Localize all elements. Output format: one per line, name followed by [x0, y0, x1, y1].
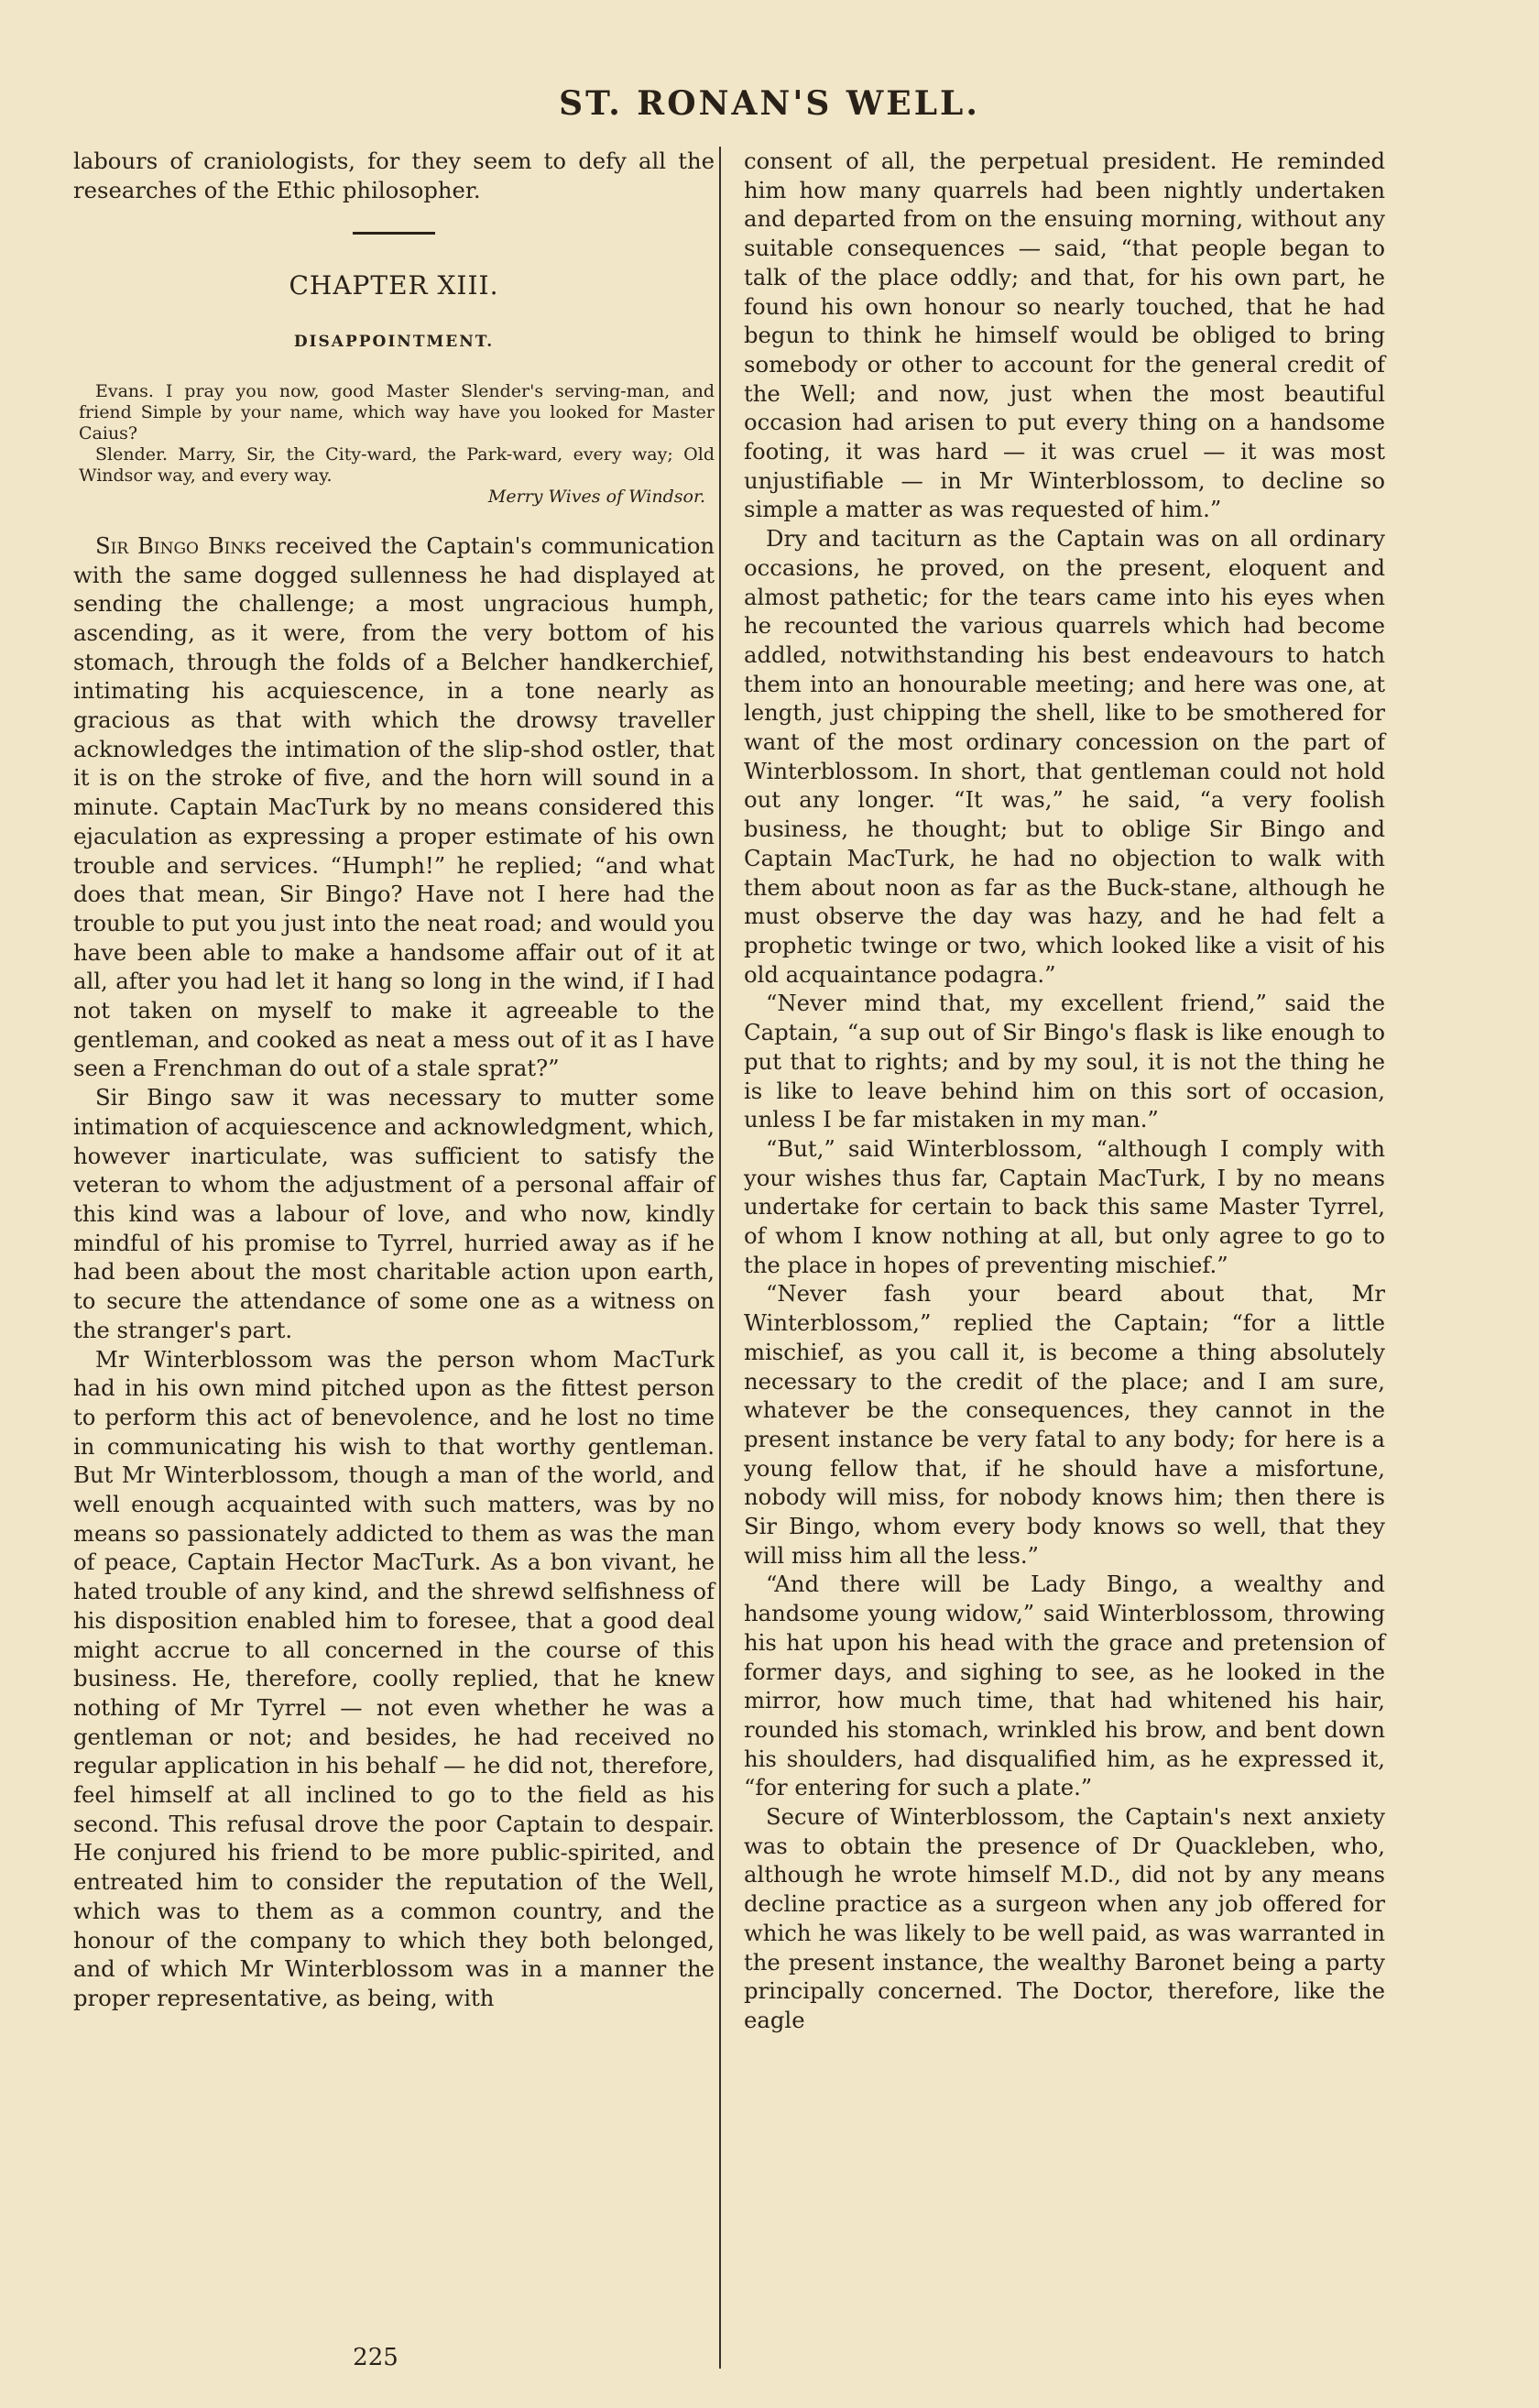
chapter-subtitle: DISAPPOINTMENT.: [293, 333, 495, 352]
epigraph-line: Slender. Marry, Sir, the City-ward, the Park-ward, every way; Old Windsor way, and every way.: [79, 443, 715, 486]
epigraph: [73, 381, 715, 508]
column-rule: [719, 147, 721, 2369]
left-column: [73, 147, 715, 2013]
epigraph-source: Merry Wives of Windsor.: [487, 486, 705, 507]
paragraph: Mr Winterblossom was the person whom MacTurk had in his own mind pitched upon as the fittest person to perform this act of benevolence, and he lost no time in communicating his wish to that worthy gentleman. But Mr Winterblossom, though a man of the world, and well enough acquainted with such matters, was by no means so passionately addicted to them as was the man of peace, Captain Hector MacTurk. As a bon vivant, he hated trouble of any kind, and the shrewd selfishness of his disposition enabled him to foresee, that a good deal might accrue to all concerned in the course of this business. He, therefore, coolly replied, that he knew nothing of Mr Tyrrel — not even whether he was a gentleman or not; and besides, he had received no regular application in his behalf — he did not, therefore, feel himself at all inclined to go to the field as his second. This refusal drove the poor Captain to despair. He conjured his friend to be more public-spirited, and entreated him to consider the reputation of the Well, which was to them as a common country, and the honour of the company to which they both belonged, and of which Mr Winterblossom was in a manner the proper representative, as being, with: [73, 1345, 715, 2011]
paragraph-text: received the Captain's communication with the same dogged sullenness he had displayed at sending the challenge; a most ungracious humph, ascending, as it were, from the very bottom of his stomach, through the folds of a Belcher handkerchief, intimating his acquiescence, in a tone nearly as gracious as that with which the drowsy traveller acknowledges the intimation of the slip-shod ostler, that it is on the stroke of five, and the horn will sound in a minute. Captain MacTurk by no means considered this ejaculation as expressing a proper estimate of his own trouble and services. “Humph!” he replied; “and what does that mean, Sir Bingo? Have not I here had the trouble to put you just into the neat road; and would you have been able to make a handsome affair out of it at all, after you had let it hang so long in the wind, if I had not taken on myself to make it agreeable to the gentleman, and cooked as neat a mess out of it as I have seen a Frenchman do out of a stale sprat?”: [73, 531, 715, 1082]
section-divider: [353, 232, 435, 235]
paragraph: “Never mind that, my excellent friend,” said the Captain, “a sup out of Sir Bingo's flask is like enough to put that to rights; and by my soul, it is not the thing he is like to leave behind him on this sort of occasion, unless I be far mistaken in my man.”: [744, 990, 1385, 1133]
paragraph: Sir Bingo saw it was necessary to mutter some intimation of acquiescence and acknowledgment, which, however inarticulate, was sufficient to satisfy the veteran to whom the adjustment of a personal affair of this kind was a labour of love, and who now, kindly mindful of his promise to Tyrrel, hurried away as if he had been about the most charitable action upon earth, to secure the attendance of some one as a witness on the stranger's part.: [73, 1084, 715, 1343]
paragraph: labours of craniologists, for they seem to defy all the researches of the Ethic philosopher.: [73, 148, 715, 203]
paragraph: [73, 531, 715, 1083]
paragraph: Dry and taciturn as the Captain was on all ordinary occasions, he proved, on the present, eloquent and almost pathetic; for the tears came into his eyes when he recounted the various quarrels which had become addled, notwithstanding his best endeavours to hatch them into an honourable meeting; and here was one, at length, just chipping the shell, like to be smothered for want of the most ordinary concession on the part of Winterblossom. In short, that gentleman could not hold out any longer. “It was,” he said, “a very foolish business, he thought; but to oblige Sir Bingo and Captain MacTurk, he had no objection to walk with them about noon as far as the Buck-stane, although he must observe the day was hazy, and he had felt a prophetic twinge or two, which looked like a visit of his old acquaintance podagra.”: [744, 525, 1385, 988]
paragraph: “Never fash your beard about that, Mr Winterblossom,” replied the Captain; “for a little mischief, as you call it, is become a thing absolutely necessary to the credit of the place; and I am sure, whatever be the consequences, they cannot in the present instance be very fatal to any body; for here is a young fellow that, if he should have a misfortune, nobody will miss, for nobody knows him; then there is Sir Bingo, whom every body knows so well, that they will miss him all the less.”: [744, 1280, 1385, 1569]
lead-in-name: Sir Bingo Binks: [95, 531, 267, 559]
running-title: ST. RONAN'S WELL.: [559, 84, 980, 123]
chapter-title: CHAPTER XIII.: [289, 270, 499, 301]
right-column: [744, 147, 1385, 2035]
page-number: 225: [353, 2344, 398, 2371]
paragraph: “But,” said Winterblossom, “although I comply with your wishes thus far, Captain MacTurk, I by no means undertake for certain to back this same Master Tyrrel, of whom I know nothing at all, but only agree to go to the place in hopes of preventing mischief.”: [744, 1134, 1385, 1278]
paragraph: Secure of Winterblossom, the Captain's next anxiety was to obtain the presence of Dr Quackleben, who, although he wrote himself M.D., did not by any means decline practice as a surgeon when any job offered for which he was likely to be well paid, as was warranted in the present instance, the wealthy Baronet being a party principally concerned. The Doctor, therefore, like the eagle: [744, 1803, 1385, 2033]
epigraph-line: Evans. I pray you now, good Master Slender's serving-man, and friend Simple by your name, which way have you looked for Master Caius?: [79, 380, 715, 443]
paragraph: consent of all, the perpetual president. He reminded him how many quarrels had been nightly undertaken and departed from on the ensuing morning, without any suitable consequences — said, “that people began to talk of the place oddly; and that, for his own part, he found his own honour so nearly touched, that he had begun to think he himself would be obliged to bring somebody or other to account for the general credit of the Well; and now, just when the most beautiful occasion had arisen to put every thing on a handsome footing, it was hard — it was cruel — it was most unjustifiable — in Mr Winterblossom, to decline so simple a matter as was requested of him.”: [744, 148, 1385, 523]
paragraph: “And there will be Lady Bingo, a wealthy and handsome young widow,” said Winterblossom, throwing his hat upon his head with the grace and pretension of former days, and sighing to see, as he looked in the mirror, how much time, that had whitened his hair, rounded his stomach, wrinkled his brow, and bent down his shoulders, had disqualified him, as he expressed it, “for entering for such a plate.”: [744, 1571, 1385, 1801]
